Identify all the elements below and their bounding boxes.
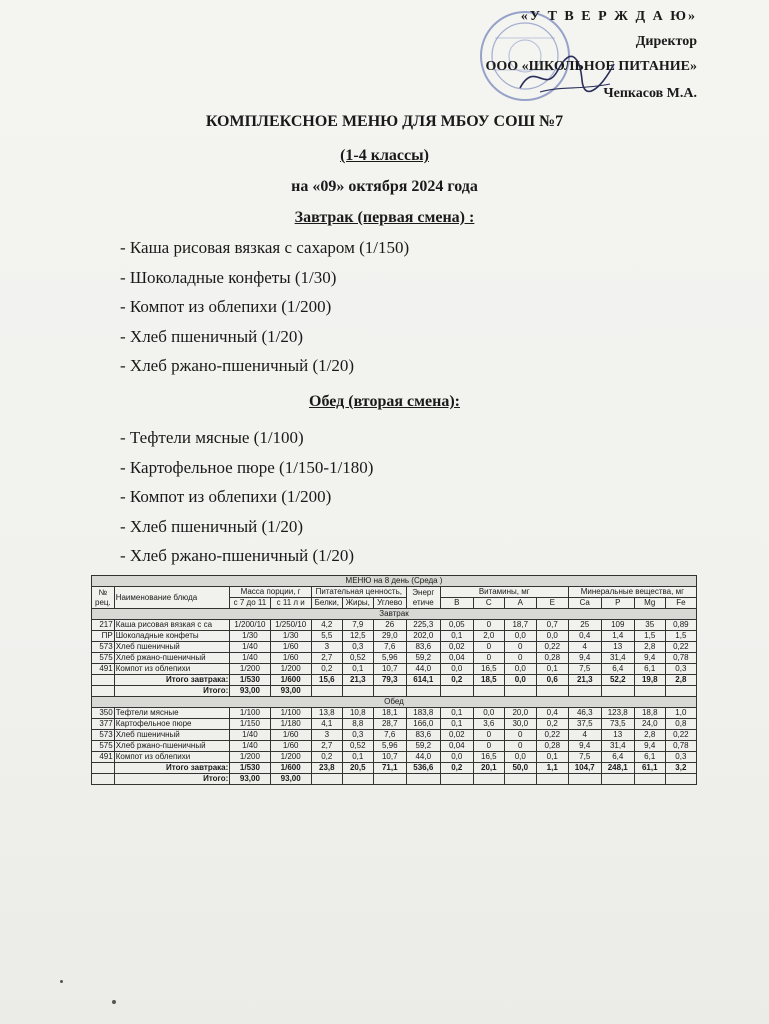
value-c: 79,3 bbox=[373, 675, 406, 686]
empty-cell bbox=[634, 774, 665, 785]
value-vb: 0,05 bbox=[440, 620, 473, 631]
list-item: - Хлеб ржано-пшеничный (1/20) bbox=[120, 546, 355, 565]
header-mass: Масса порции, г bbox=[230, 587, 312, 598]
value-e: 83,6 bbox=[406, 730, 440, 741]
value-b: 2,7 bbox=[311, 741, 342, 752]
value-vb: 0,04 bbox=[440, 741, 473, 752]
header-num: № рец. bbox=[92, 587, 115, 609]
value-vb: 0,02 bbox=[440, 730, 473, 741]
sum-row bbox=[92, 774, 697, 785]
value-ve: 0,22 bbox=[536, 642, 568, 653]
value-vb: 0,2 bbox=[440, 675, 473, 686]
total-label: Итого завтрака: bbox=[114, 675, 230, 686]
empty-cell bbox=[568, 774, 601, 785]
value-mg: 61,1 bbox=[634, 763, 665, 774]
dish-name: Тефтели мясные bbox=[114, 708, 230, 719]
value-ve: 1,1 bbox=[536, 763, 568, 774]
header-protein: Белки, bbox=[311, 598, 342, 609]
scan-mark bbox=[112, 1000, 116, 1004]
breakfast-list bbox=[120, 233, 409, 381]
empty-cell bbox=[92, 686, 115, 697]
total-row bbox=[92, 763, 697, 774]
value-mg: 2,8 bbox=[634, 730, 665, 741]
mass-senior: 1/600 bbox=[270, 675, 311, 686]
value-f: 8,8 bbox=[342, 719, 373, 730]
value-vb: 0,04 bbox=[440, 653, 473, 664]
empty-cell bbox=[406, 686, 440, 697]
value-mg: 9,4 bbox=[634, 653, 665, 664]
mass-junior: 1/30 bbox=[230, 631, 270, 642]
empty-cell bbox=[568, 686, 601, 697]
list-item: - Картофельное пюре (1/150-1/180) bbox=[120, 457, 374, 477]
table-row bbox=[92, 653, 697, 664]
header-nutrition: Питательная ценность, bbox=[311, 587, 406, 598]
empty-cell bbox=[406, 774, 440, 785]
recipe-number: 575 bbox=[92, 741, 115, 752]
lunch-section bbox=[92, 697, 697, 708]
table-row bbox=[92, 752, 697, 763]
value-vc: 20,1 bbox=[473, 763, 504, 774]
value-ve: 0,28 bbox=[536, 653, 568, 664]
value-vb: 0,02 bbox=[440, 642, 473, 653]
value-f: 7,9 bbox=[342, 620, 373, 631]
approval-name: Чепкасов М.А. bbox=[603, 86, 697, 101]
value-mg: 1,5 bbox=[634, 631, 665, 642]
mass-senior: 1/60 bbox=[270, 730, 311, 741]
empty-cell bbox=[634, 686, 665, 697]
value-c: 7,6 bbox=[373, 730, 406, 741]
list-item: - Компот из облепихи (1/200) bbox=[120, 487, 332, 506]
value-ca: 4 bbox=[568, 642, 601, 653]
nutrition-table-wrapper bbox=[91, 575, 697, 785]
value-e: 183,8 bbox=[406, 708, 440, 719]
approval-title: «У Т В Е Р Ж Д А Ю» bbox=[520, 9, 697, 24]
table-row bbox=[92, 741, 697, 752]
value-c: 10,7 bbox=[373, 664, 406, 675]
menu-date: на «09» октября 2024 года bbox=[291, 178, 478, 195]
value-fe: 1,5 bbox=[665, 631, 696, 642]
value-b: 4,2 bbox=[311, 620, 342, 631]
value-p: 109 bbox=[601, 620, 634, 631]
value-b: 0,2 bbox=[311, 664, 342, 675]
value-ve: 0,1 bbox=[536, 664, 568, 675]
lunch-list bbox=[120, 423, 373, 571]
section-label: Завтрак bbox=[92, 609, 697, 620]
breakfast-heading: Завтрак (первая смена) : bbox=[294, 209, 475, 226]
sum-label: Итого: bbox=[114, 774, 230, 785]
value-ca: 7,5 bbox=[568, 752, 601, 763]
value-e: 44,0 bbox=[406, 752, 440, 763]
header-mass-b: с 11 л и bbox=[270, 598, 311, 609]
grades-subtitle: (1-4 классы) bbox=[340, 147, 429, 164]
value-vb: 0,0 bbox=[440, 664, 473, 675]
recipe-number: 377 bbox=[92, 719, 115, 730]
value-c: 71,1 bbox=[373, 763, 406, 774]
value-b: 13,8 bbox=[311, 708, 342, 719]
value-fe: 3,2 bbox=[665, 763, 696, 774]
mass-senior: 1/60 bbox=[270, 642, 311, 653]
mass-senior: 1/100 bbox=[270, 708, 311, 719]
table-row bbox=[92, 631, 697, 642]
value-va: 0 bbox=[504, 741, 536, 752]
value-ve: 0,22 bbox=[536, 730, 568, 741]
value-c: 7,6 bbox=[373, 642, 406, 653]
mass-junior: 93,00 bbox=[230, 774, 270, 785]
dish-name: Хлеб ржано-пшеничный bbox=[114, 653, 230, 664]
value-e: 166,0 bbox=[406, 719, 440, 730]
value-ca: 4 bbox=[568, 730, 601, 741]
value-p: 52,2 bbox=[601, 675, 634, 686]
mass-junior: 1/40 bbox=[230, 741, 270, 752]
value-c: 29,0 bbox=[373, 631, 406, 642]
value-vb: 0,1 bbox=[440, 719, 473, 730]
value-f: 21,3 bbox=[342, 675, 373, 686]
value-ca: 9,4 bbox=[568, 653, 601, 664]
value-c: 10,7 bbox=[373, 752, 406, 763]
table-title: МЕНЮ на 8 день (Среда ) bbox=[92, 576, 697, 587]
table-header-row bbox=[92, 587, 697, 598]
recipe-number: 217 bbox=[92, 620, 115, 631]
value-va: 0 bbox=[504, 730, 536, 741]
value-vc: 18,5 bbox=[473, 675, 504, 686]
value-e: 202,0 bbox=[406, 631, 440, 642]
value-mg: 18,8 bbox=[634, 708, 665, 719]
value-ve: 0,1 bbox=[536, 752, 568, 763]
empty-cell bbox=[665, 686, 696, 697]
value-vb: 0,1 bbox=[440, 708, 473, 719]
value-va: 0,0 bbox=[504, 752, 536, 763]
header-name: Наименование блюда bbox=[114, 587, 230, 609]
mass-senior: 1/200 bbox=[270, 752, 311, 763]
list-item: - Хлеб пшеничный (1/20) bbox=[120, 326, 304, 346]
value-fe: 0,78 bbox=[665, 741, 696, 752]
table-row bbox=[92, 642, 697, 653]
value-va: 0 bbox=[504, 653, 536, 664]
value-b: 3 bbox=[311, 730, 342, 741]
header-carb: Углево bbox=[373, 598, 406, 609]
approval-block bbox=[397, 4, 697, 106]
empty-cell bbox=[92, 763, 115, 774]
dish-name: Хлеб пшеничный bbox=[114, 730, 230, 741]
empty-cell bbox=[342, 686, 373, 697]
nutrition-table bbox=[91, 575, 697, 785]
value-va: 20,0 bbox=[504, 708, 536, 719]
value-vc: 0 bbox=[473, 741, 504, 752]
empty-cell bbox=[311, 774, 342, 785]
value-e: 59,2 bbox=[406, 741, 440, 752]
empty-cell bbox=[504, 774, 536, 785]
value-ca: 46,3 bbox=[568, 708, 601, 719]
table-row bbox=[92, 719, 697, 730]
mass-junior: 1/150 bbox=[230, 719, 270, 730]
value-b: 23,8 bbox=[311, 763, 342, 774]
mass-junior: 93,00 bbox=[230, 686, 270, 697]
value-b: 3 bbox=[311, 642, 342, 653]
header-vitamins: Витамины, мг bbox=[440, 587, 568, 598]
value-f: 0,1 bbox=[342, 752, 373, 763]
dish-name: Компот из облепихи bbox=[114, 664, 230, 675]
list-item: - Хлеб ржано-пшеничный (1/20) bbox=[120, 356, 355, 375]
list-item: - Компот из облепихи (1/200) bbox=[120, 297, 332, 316]
value-vb: 0,1 bbox=[440, 631, 473, 642]
recipe-number: 573 bbox=[92, 642, 115, 653]
total-label: Итого завтрака: bbox=[114, 763, 230, 774]
value-e: 225,3 bbox=[406, 620, 440, 631]
mass-senior: 1/60 bbox=[270, 741, 311, 752]
value-p: 13 bbox=[601, 642, 634, 653]
value-fe: 0,3 bbox=[665, 664, 696, 675]
mass-senior: 1/60 bbox=[270, 653, 311, 664]
value-p: 248,1 bbox=[601, 763, 634, 774]
value-p: 13 bbox=[601, 730, 634, 741]
value-e: 44,0 bbox=[406, 664, 440, 675]
value-ve: 0,6 bbox=[536, 675, 568, 686]
value-p: 31,4 bbox=[601, 741, 634, 752]
value-va: 30,0 bbox=[504, 719, 536, 730]
value-ve: 0,4 bbox=[536, 708, 568, 719]
value-c: 5,96 bbox=[373, 653, 406, 664]
empty-cell bbox=[311, 686, 342, 697]
table-row bbox=[92, 620, 697, 631]
value-p: 73,5 bbox=[601, 719, 634, 730]
recipe-number: 491 bbox=[92, 664, 115, 675]
value-b: 5,5 bbox=[311, 631, 342, 642]
value-c: 5,96 bbox=[373, 741, 406, 752]
header-vit-b: B bbox=[440, 598, 473, 609]
value-ca: 25 bbox=[568, 620, 601, 631]
empty-cell bbox=[342, 774, 373, 785]
value-c: 26 bbox=[373, 620, 406, 631]
header-p: P bbox=[601, 598, 634, 609]
empty-cell bbox=[473, 686, 504, 697]
mass-junior: 1/530 bbox=[230, 763, 270, 774]
mass-junior: 1/200 bbox=[230, 664, 270, 675]
value-vc: 3,6 bbox=[473, 719, 504, 730]
value-p: 1,4 bbox=[601, 631, 634, 642]
value-mg: 2,8 bbox=[634, 642, 665, 653]
recipe-number: 573 bbox=[92, 730, 115, 741]
value-ca: 7,5 bbox=[568, 664, 601, 675]
header-minerals: Минеральные вещества, мг bbox=[568, 587, 696, 598]
value-fe: 0,3 bbox=[665, 752, 696, 763]
recipe-number: 491 bbox=[92, 752, 115, 763]
value-va: 50,0 bbox=[504, 763, 536, 774]
mass-junior: 1/200 bbox=[230, 752, 270, 763]
value-p: 31,4 bbox=[601, 653, 634, 664]
value-ve: 0,28 bbox=[536, 741, 568, 752]
empty-cell bbox=[536, 774, 568, 785]
table-row bbox=[92, 708, 697, 719]
header-mg: Mg bbox=[634, 598, 665, 609]
mass-senior: 93,00 bbox=[270, 686, 311, 697]
list-item: - Каша рисовая вязкая с сахаром (1/150) bbox=[120, 238, 410, 257]
table-title-row bbox=[92, 576, 697, 587]
mass-junior: 1/530 bbox=[230, 675, 270, 686]
header-ca: Ca bbox=[568, 598, 601, 609]
dish-name: Каша рисовая вязкая с са bbox=[114, 620, 230, 631]
value-b: 2,7 bbox=[311, 653, 342, 664]
lunch-heading: Обед (вторая смена): bbox=[309, 393, 460, 410]
value-e: 614,1 bbox=[406, 675, 440, 686]
value-b: 4,1 bbox=[311, 719, 342, 730]
header-fat: Жиры, bbox=[342, 598, 373, 609]
value-fe: 2,8 bbox=[665, 675, 696, 686]
empty-cell bbox=[504, 686, 536, 697]
mass-junior: 1/100 bbox=[230, 708, 270, 719]
value-fe: 1,0 bbox=[665, 708, 696, 719]
value-fe: 0,89 bbox=[665, 620, 696, 631]
dish-name: Хлеб пшеничный bbox=[114, 642, 230, 653]
dish-name: Картофельное пюре bbox=[114, 719, 230, 730]
value-vc: 0,0 bbox=[473, 708, 504, 719]
value-f: 0,52 bbox=[342, 741, 373, 752]
value-fe: 0,8 bbox=[665, 719, 696, 730]
mass-senior: 1/30 bbox=[270, 631, 311, 642]
value-vb: 0,0 bbox=[440, 752, 473, 763]
recipe-number: ПР bbox=[92, 631, 115, 642]
value-c: 18,1 bbox=[373, 708, 406, 719]
value-va: 0 bbox=[504, 642, 536, 653]
table-row bbox=[92, 730, 697, 741]
mass-junior: 1/40 bbox=[230, 642, 270, 653]
value-b: 15,6 bbox=[311, 675, 342, 686]
approval-org: ООО «ШКОЛЬНОЕ ПИТАНИЕ» bbox=[485, 59, 697, 74]
mass-senior: 1/180 bbox=[270, 719, 311, 730]
value-mg: 35 bbox=[634, 620, 665, 631]
empty-cell bbox=[601, 774, 634, 785]
total-row bbox=[92, 675, 697, 686]
value-va: 0,0 bbox=[504, 675, 536, 686]
value-ve: 0,7 bbox=[536, 620, 568, 631]
empty-cell bbox=[440, 774, 473, 785]
header-vit-a: A bbox=[504, 598, 536, 609]
value-mg: 9,4 bbox=[634, 741, 665, 752]
value-p: 6,4 bbox=[601, 664, 634, 675]
page-title: КОМПЛЕКСНОЕ МЕНЮ ДЛЯ МБОУ СОШ №7 bbox=[205, 113, 564, 130]
list-item: - Хлеб пшеничный (1/20) bbox=[120, 516, 304, 536]
value-vc: 2,0 bbox=[473, 631, 504, 642]
recipe-number: 575 bbox=[92, 653, 115, 664]
value-f: 0,3 bbox=[342, 642, 373, 653]
value-vc: 0 bbox=[473, 730, 504, 741]
table-row bbox=[92, 664, 697, 675]
value-ca: 104,7 bbox=[568, 763, 601, 774]
value-b: 0,2 bbox=[311, 752, 342, 763]
value-mg: 24,0 bbox=[634, 719, 665, 730]
value-ve: 0,0 bbox=[536, 631, 568, 642]
value-mg: 6,1 bbox=[634, 664, 665, 675]
header-energy: Энерг етиче bbox=[406, 587, 440, 609]
value-vb: 0,2 bbox=[440, 763, 473, 774]
header-vit-e: E bbox=[536, 598, 568, 609]
mass-senior: 1/250/10 bbox=[270, 620, 311, 631]
empty-cell bbox=[92, 675, 115, 686]
empty-cell bbox=[536, 686, 568, 697]
header-mass-a: с 7 до 11 bbox=[230, 598, 270, 609]
value-ca: 37,5 bbox=[568, 719, 601, 730]
mass-junior: 1/40 bbox=[230, 730, 270, 741]
mass-junior: 1/200/10 bbox=[230, 620, 270, 631]
value-mg: 6,1 bbox=[634, 752, 665, 763]
empty-cell bbox=[601, 686, 634, 697]
value-fe: 0,22 bbox=[665, 642, 696, 653]
value-ca: 0,4 bbox=[568, 631, 601, 642]
empty-cell bbox=[440, 686, 473, 697]
value-va: 18,7 bbox=[504, 620, 536, 631]
mass-senior: 1/200 bbox=[270, 664, 311, 675]
approval-position: Директор bbox=[635, 34, 697, 49]
value-f: 10,8 bbox=[342, 708, 373, 719]
empty-cell bbox=[373, 686, 406, 697]
empty-cell bbox=[92, 774, 115, 785]
scan-mark bbox=[60, 980, 63, 983]
value-ve: 0,2 bbox=[536, 719, 568, 730]
empty-cell bbox=[665, 774, 696, 785]
value-ca: 9,4 bbox=[568, 741, 601, 752]
value-ca: 21,3 bbox=[568, 675, 601, 686]
recipe-number: 350 bbox=[92, 708, 115, 719]
mass-senior: 93,00 bbox=[270, 774, 311, 785]
value-f: 0,3 bbox=[342, 730, 373, 741]
value-vc: 16,5 bbox=[473, 664, 504, 675]
sum-label: Итого: bbox=[114, 686, 230, 697]
sum-row bbox=[92, 686, 697, 697]
dish-name: Шоколадные конфеты bbox=[114, 631, 230, 642]
list-item: - Шоколадные конфеты (1/30) bbox=[120, 267, 337, 287]
value-va: 0,0 bbox=[504, 664, 536, 675]
value-e: 59,2 bbox=[406, 653, 440, 664]
value-fe: 0,22 bbox=[665, 730, 696, 741]
value-fe: 0,78 bbox=[665, 653, 696, 664]
value-vc: 0 bbox=[473, 620, 504, 631]
value-f: 0,1 bbox=[342, 664, 373, 675]
value-p: 123,8 bbox=[601, 708, 634, 719]
value-e: 536,6 bbox=[406, 763, 440, 774]
breakfast-section bbox=[92, 609, 697, 620]
value-f: 20,5 bbox=[342, 763, 373, 774]
value-va: 0,0 bbox=[504, 631, 536, 642]
value-vc: 0 bbox=[473, 653, 504, 664]
header-fe: Fe bbox=[665, 598, 696, 609]
mass-junior: 1/40 bbox=[230, 653, 270, 664]
value-vc: 16,5 bbox=[473, 752, 504, 763]
empty-cell bbox=[473, 774, 504, 785]
mass-senior: 1/600 bbox=[270, 763, 311, 774]
value-f: 0,52 bbox=[342, 653, 373, 664]
dish-name: Хлеб ржано-пшеничный bbox=[114, 741, 230, 752]
value-p: 6,4 bbox=[601, 752, 634, 763]
value-c: 28,7 bbox=[373, 719, 406, 730]
header-vit-c: C bbox=[473, 598, 504, 609]
empty-cell bbox=[373, 774, 406, 785]
list-item: - Тефтели мясные (1/100) bbox=[120, 428, 304, 447]
value-e: 83,6 bbox=[406, 642, 440, 653]
value-mg: 19,8 bbox=[634, 675, 665, 686]
value-f: 12,5 bbox=[342, 631, 373, 642]
value-vc: 0 bbox=[473, 642, 504, 653]
section-label: Обед bbox=[92, 697, 697, 708]
dish-name: Компот из облепихи bbox=[114, 752, 230, 763]
